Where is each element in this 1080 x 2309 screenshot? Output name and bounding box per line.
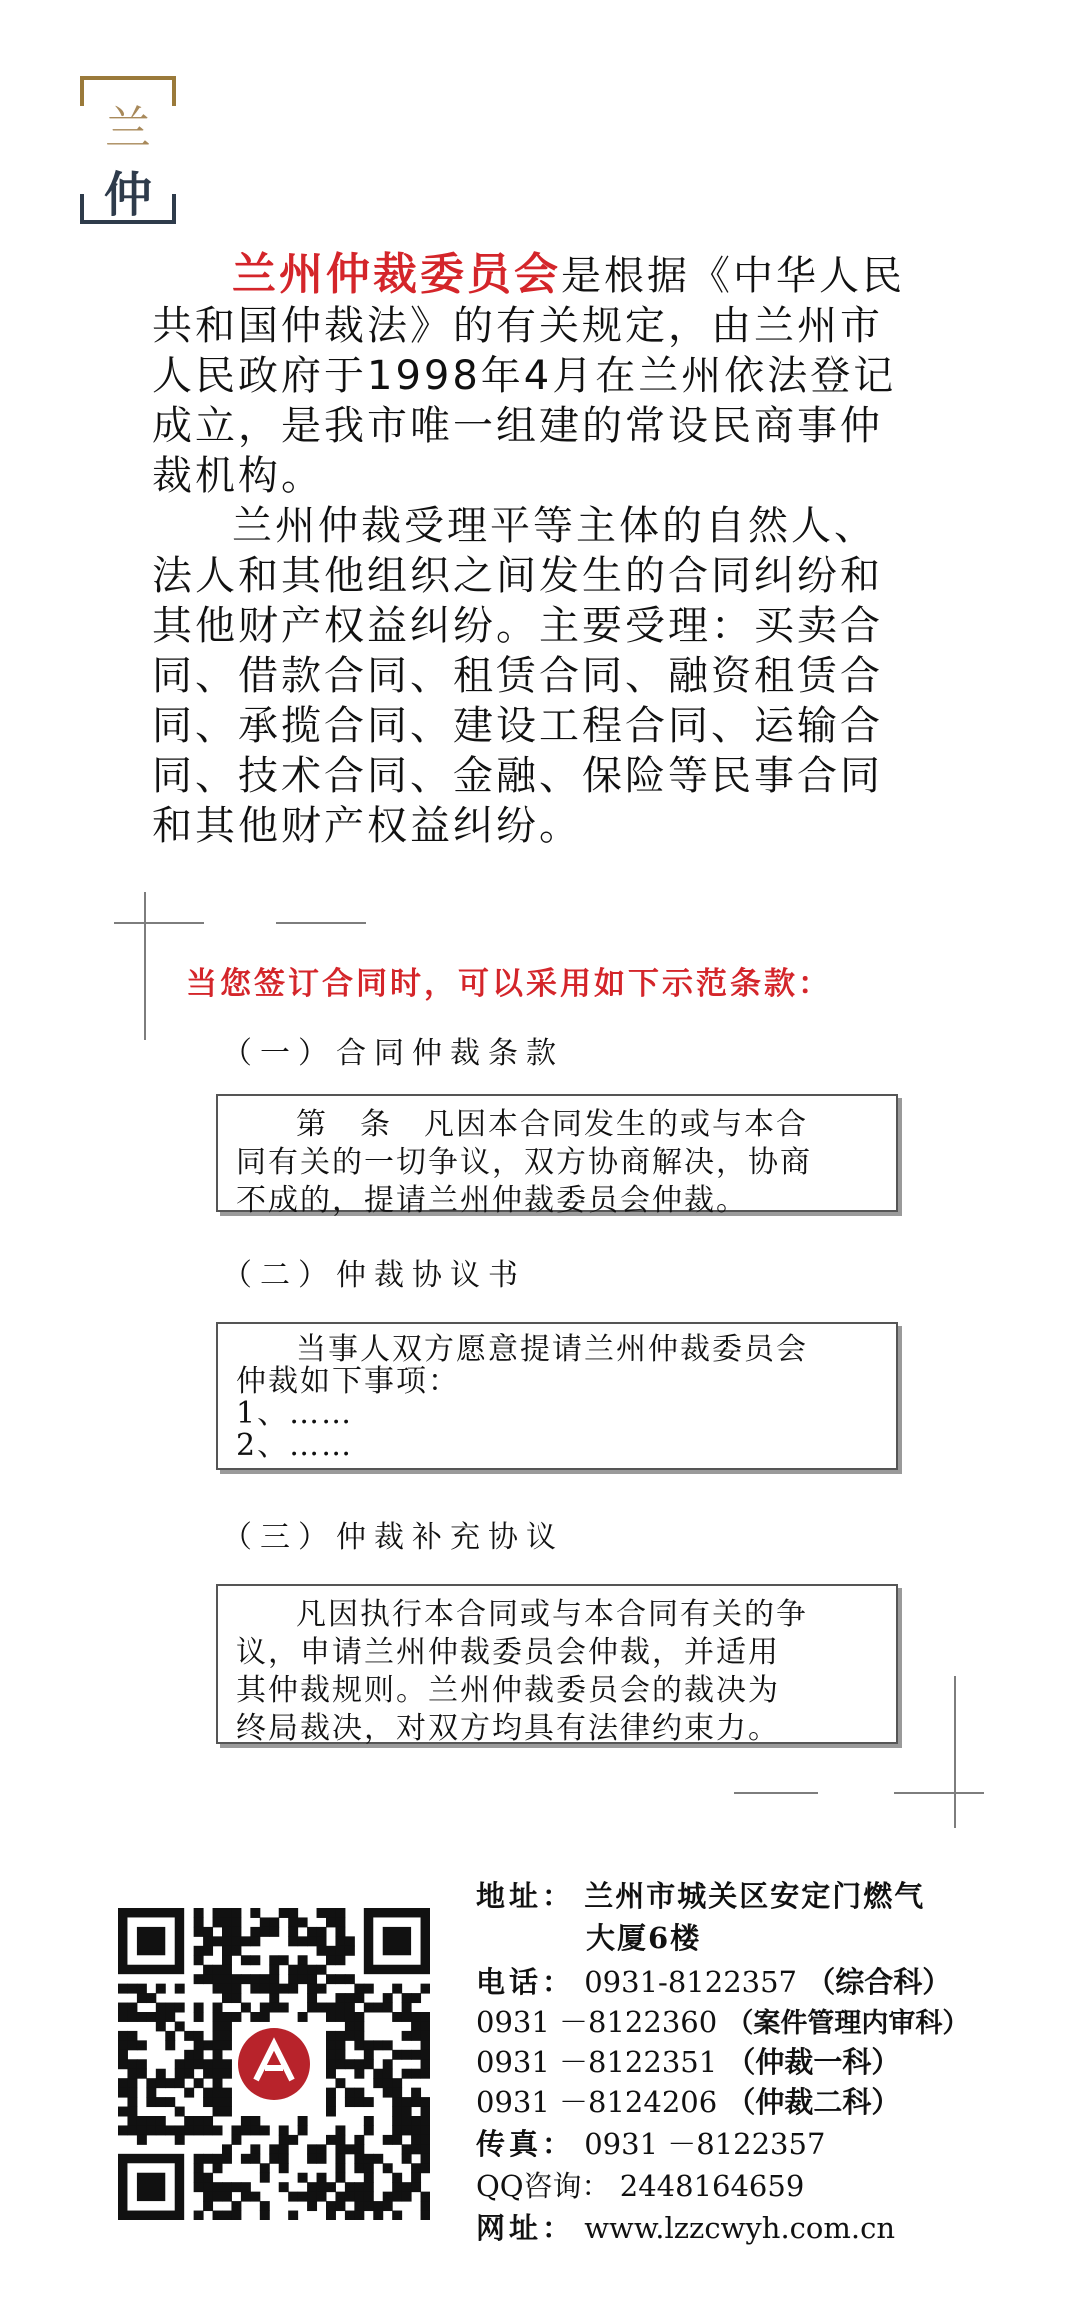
phone-dept: （仲裁一科） [726, 2045, 901, 2079]
phone-row-4 [476, 2080, 900, 2121]
website-row [476, 2206, 895, 2247]
fax-number: 0931 －8122357 [584, 2127, 826, 2161]
qq-row [476, 2164, 804, 2205]
section-1-heading: （一）合同仲裁条款 [222, 1036, 564, 1071]
address-line-2: 大厦6楼 [586, 1921, 702, 1955]
clauses-title: 当您签订合同时，可以采用如下示范条款： [186, 966, 832, 1002]
phone-label: 电话： [476, 1965, 576, 1999]
address-line-1 [476, 1874, 925, 1915]
phone-row-1 [476, 1960, 951, 2001]
org-name: 兰州仲裁委员会 [232, 249, 561, 300]
phone-number: 0931-8122357 [584, 1965, 797, 1999]
fax-label: 传真： [476, 2127, 576, 2161]
logo-char-zhong: 仲 [103, 167, 152, 223]
intro-paragraph-2: 兰州仲裁受理平等主体的自然人、法人和其他组织之间发生的合同纠纷和其他财产权益纠纷。主要受理：买卖合同、借款合同、租赁合同、融资租赁合同、承揽合同、建设工程合同、运输合同、技术合同、金融、保险等民事合同和其他财产权益纠纷。 [152, 503, 883, 849]
divider-line [734, 1792, 818, 1794]
phone-number: 0931 －8122360 [476, 2005, 718, 2039]
fax-row [476, 2122, 825, 2163]
address-label: 地址： [476, 1879, 576, 1913]
divider-line [276, 922, 366, 924]
intro-text [152, 250, 912, 851]
phone-number: 0931 －8122351 [476, 2045, 718, 2079]
phone-row-2 [476, 2000, 969, 2041]
logo-mark [80, 76, 176, 224]
qr-code [118, 1908, 430, 2220]
divider-line [894, 1792, 984, 1794]
phone-dept: （案件管理内审科） [726, 2008, 970, 2039]
qq-number: 2448164659 [619, 2169, 805, 2203]
phone-dept: （综合科） [806, 1965, 952, 1999]
phone-dept: （仲裁二科） [726, 2085, 901, 2119]
logo-char-lan: 兰 [105, 101, 151, 155]
intro-paragraph-1: 兰州仲裁委员会是根据《中华人民共和国仲裁法》的有关规定，由兰州市人民政府于1998年4月在兰州依法登记成立，是我市唯一组建的常设民商事仲裁机构。 [152, 249, 905, 499]
divider-line [144, 892, 146, 1040]
divider-line [114, 922, 204, 924]
clause-box-1: 第 条 凡因本合同发生的或与本合 同有关的一切争议，双方协商解决，协商 不成的，提请兰州仲裁委员会仲裁。 [216, 1094, 898, 1212]
phone-number: 0931 －8124206 [476, 2085, 718, 2119]
section-3-heading: （三）仲裁补充协议 [222, 1520, 564, 1555]
phone-row-3 [476, 2040, 900, 2081]
section-2-heading: （二）仲裁协议书 [222, 1258, 526, 1293]
address-value: 兰州市城关区安定门燃气 [584, 1879, 926, 1913]
clause-box-3: 凡因执行本合同或与本合同有关的争 议，申请兰州仲裁委员会仲裁，并适用 其仲裁规则。兰州仲裁委员会的裁决为 终局裁决，对双方均具有法律约束力。 [216, 1584, 898, 1744]
divider-line [954, 1676, 956, 1828]
website-label: 网址： [476, 2211, 576, 2245]
website-link[interactable]: www.lzzcwyh.com.cn [584, 2211, 895, 2245]
clause-box-2: 当事人双方愿意提请兰州仲裁委员会 仲裁如下事项： 1、…… 2、…… [216, 1322, 898, 1470]
qq-label: QQ咨询： [476, 2169, 611, 2203]
